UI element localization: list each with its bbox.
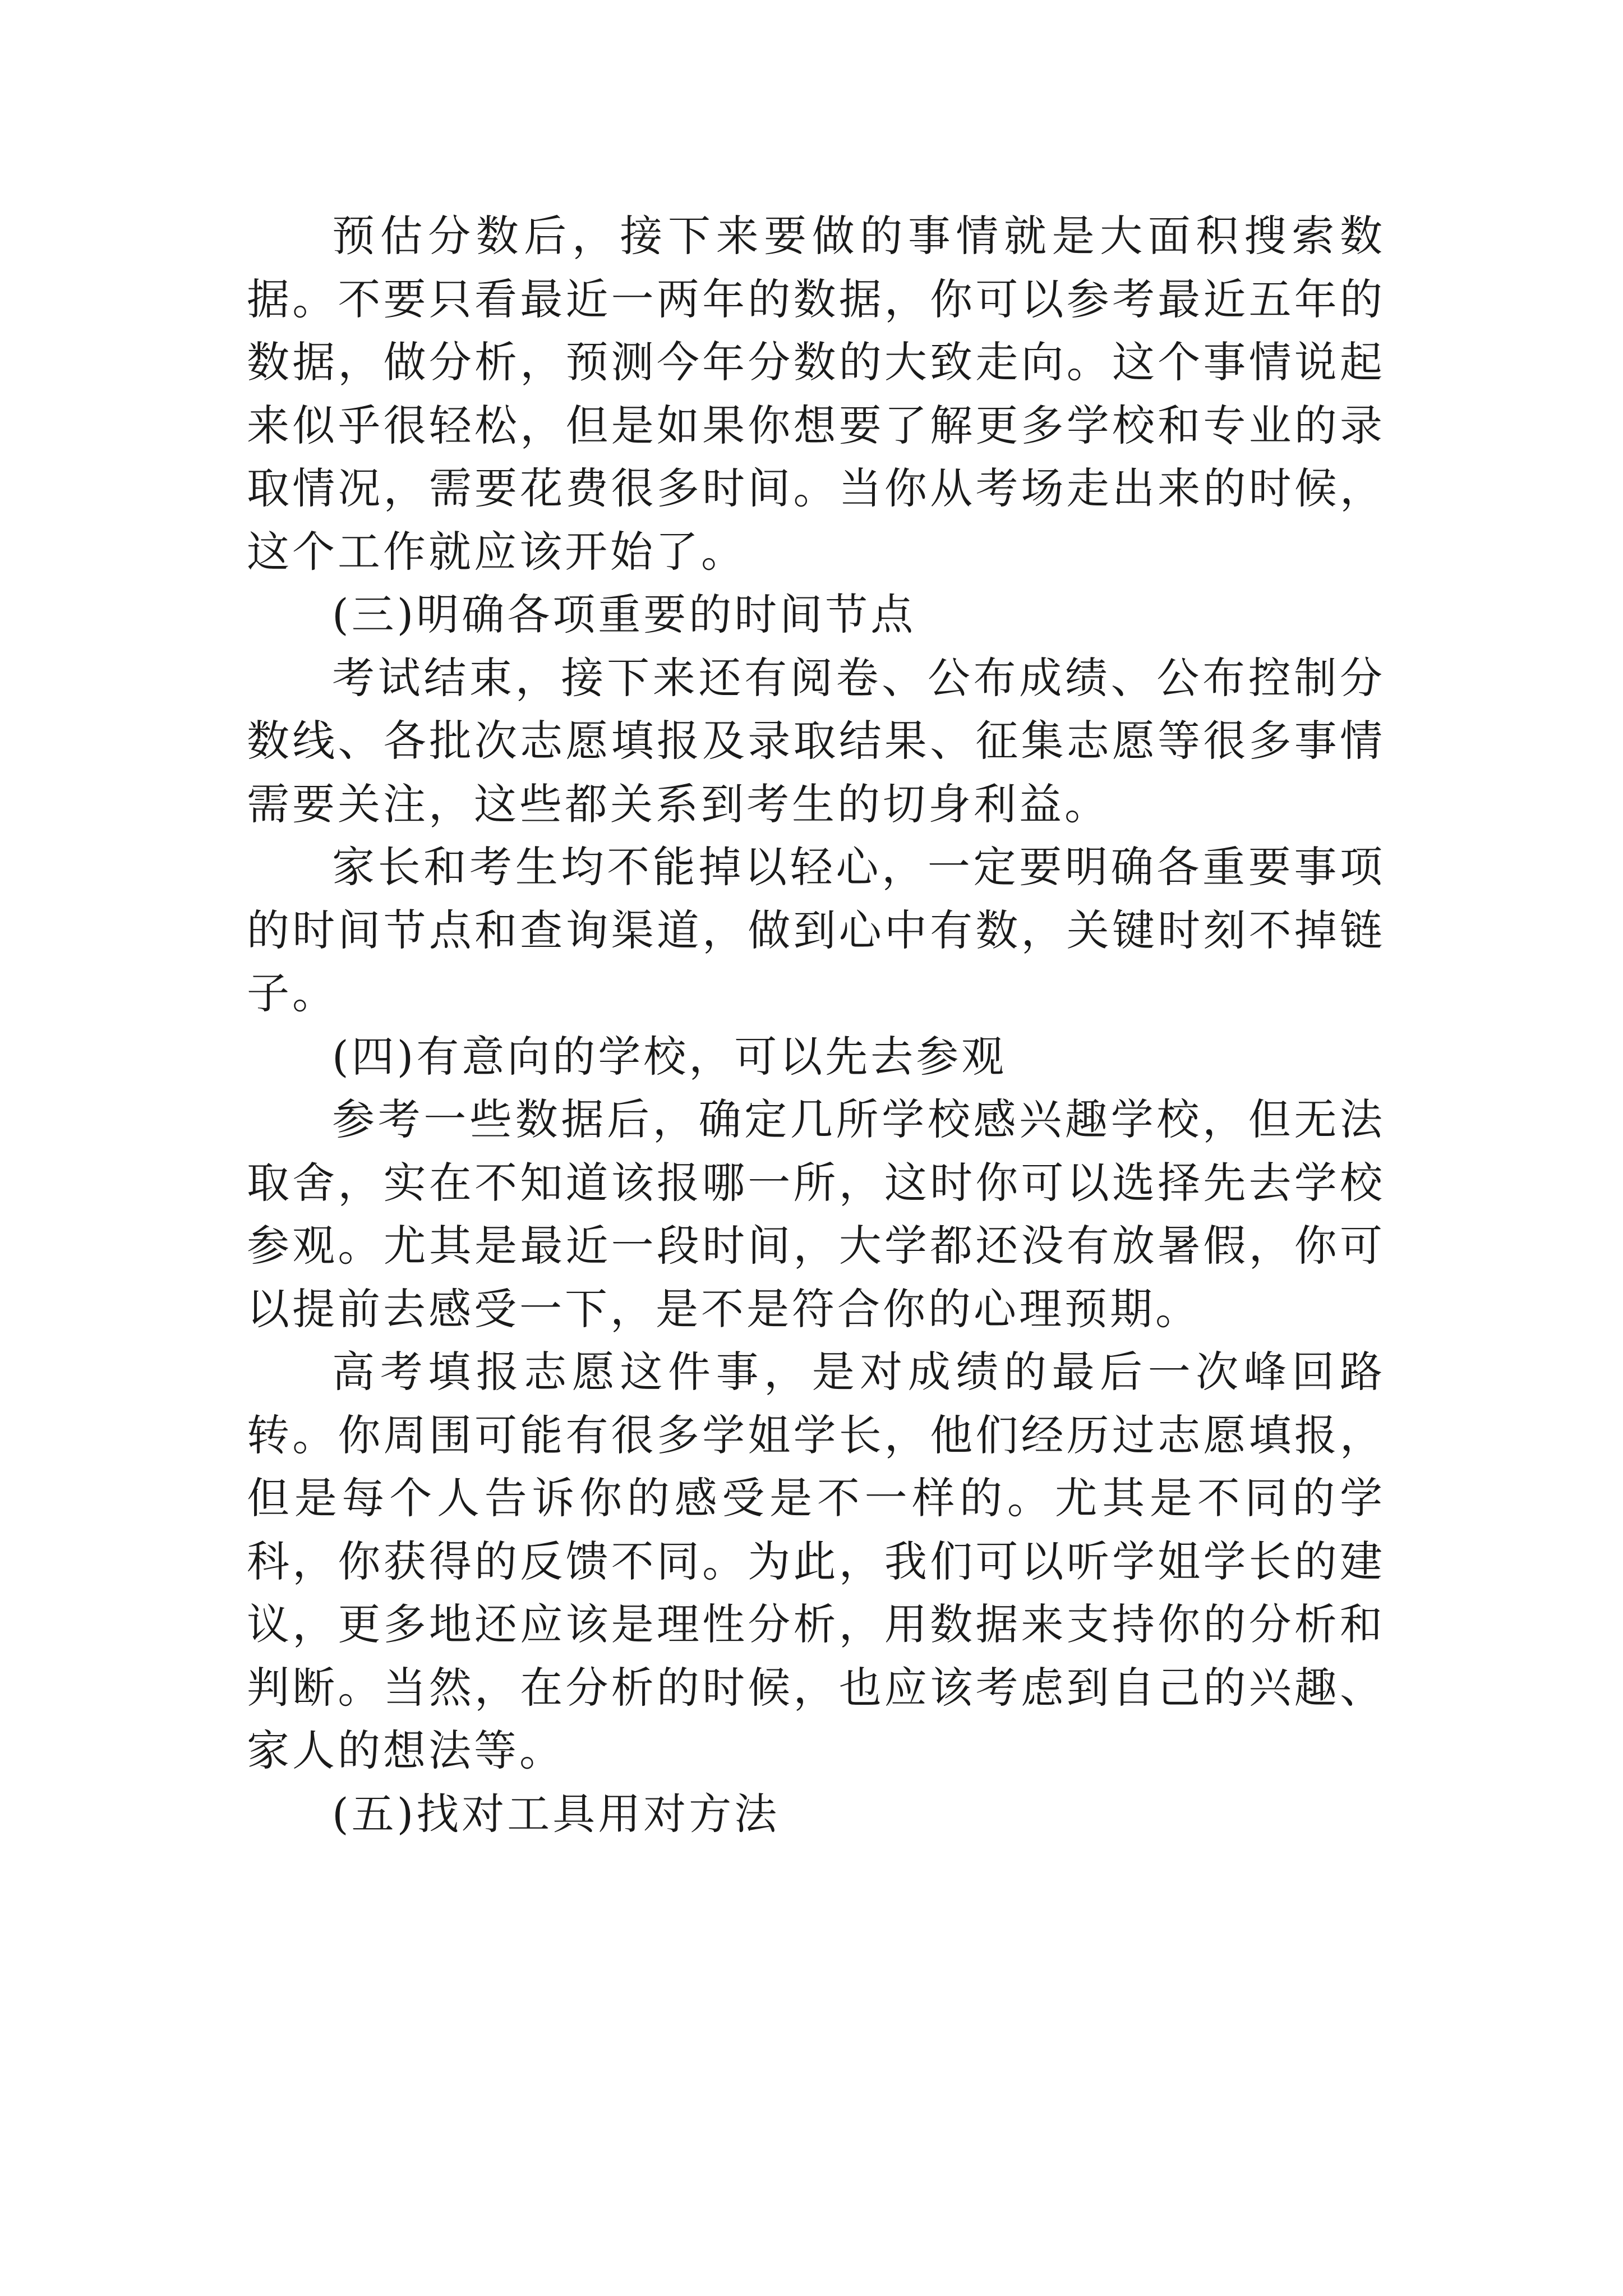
paragraph-visit-schools: 参考一些数据后，确定几所学校感兴趣学校，但无法取舍，实在不知道该报哪一所，这时你可以选择先去学校参观。尤其是最近一段时间，大学都还没有放暑假，你可以提前去感受一下，是不是符合你的心理预期。 — [247, 1094, 1385, 1334]
section-heading-4: (四)有意向的学校，可以先去参观 — [332, 1031, 1007, 1082]
paragraph-after-exam: 考试结束，接下来还有阅卷、公布成绩、公布控制分数线、各批次志愿填报及录取结果、征集志愿等很多事情需要关注，这些都关系到考生的切身利益。 — [247, 652, 1385, 829]
paragraph-parents-students: 家长和考生均不能掉以轻心，一定要明确各重要事项的时间节点和查询渠道，做到心中有数，关键时刻不掉链子。 — [247, 842, 1385, 1018]
section-heading-3: (三)明确各项重要的时间节点 — [332, 590, 916, 639]
paragraph-estimate-scores: 预估分数后，接下来要做的事情就是大面积搜索数据。不要只看最近一两年的数据，你可以参考最近五年的数据，做分析，预测今年分数的大致走向。这个事情说起来似乎很轻松，但是如果你想要了解更多学校和专业的录取情况，需要花费很多时间。当你从考场走出来的时候，这个工作就应该开始了。 — [247, 211, 1385, 577]
document-body — [247, 205, 1385, 1846]
section-heading-5: (五)找对工具用对方法 — [332, 1788, 780, 1839]
paragraph-volunteer-filling: 高考填报志愿这件事，是对成绩的最后一次峰回路转。你周围可能有很多学姐学长，他们经历过志愿填报，但是每个人告诉你的感受是不一样的。尤其是不同的学科，你获得的反馈不同。为此，我们可以听学姐学长的建议，更多地还应该是理性分析，用数据来支持你的分析和判断。当然，在分析的时候，也应该考虑到自己的兴趣、家人的想法等。 — [247, 1347, 1385, 1775]
